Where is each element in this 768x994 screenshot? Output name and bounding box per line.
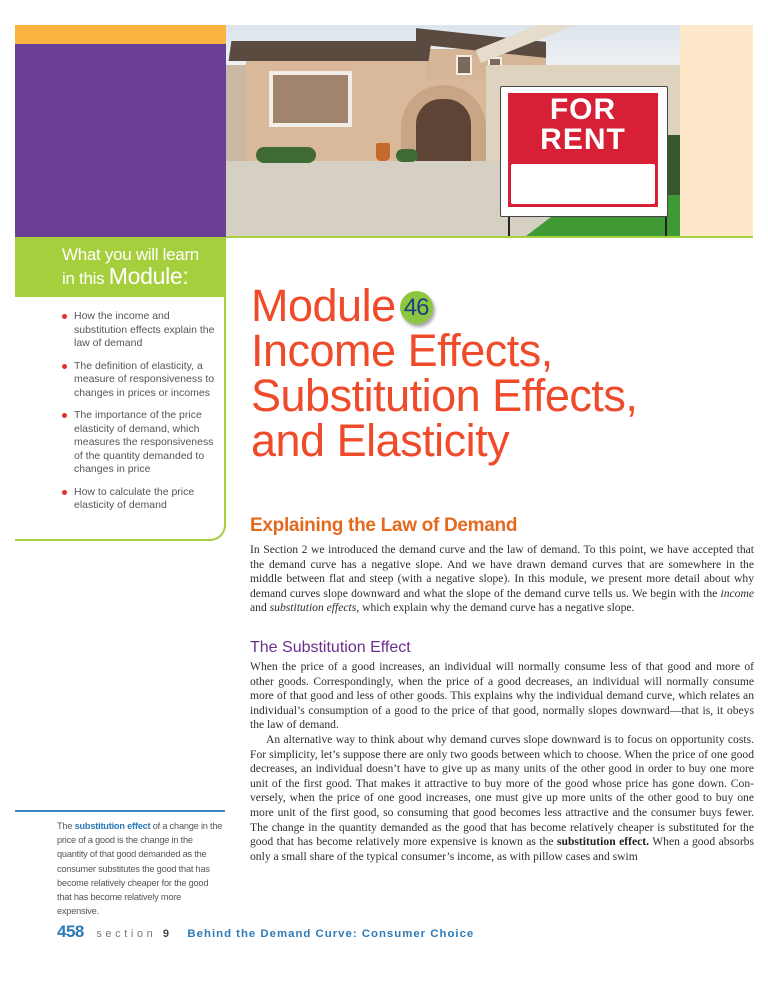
purple-header-block [15,44,226,237]
module-title-line1: Module 46 [251,283,637,328]
margin-note-term: substitution effect [74,821,151,831]
footer-chapter-title: Behind the Demand Curve: Consumer Choice [187,928,475,940]
body-paragraph: When the price of a good increases, an individual will normally consume less of that good and more of other goods. Correspondingly, when the price of a good decreases, an individual will normally consume more of that good and less of other goods. This explains why the individual demand curve, which relates an individual’s consumption of a good to the price of that good, normally slopes downward—that is, it obeys the law of demand. [250,660,754,732]
cream-header-panel [680,25,753,237]
photo-hedge [666,135,680,195]
bullet-icon [62,490,67,495]
learn-heading-module: Module: [108,263,189,289]
learning-objective: How to calculate the price elasticity of demand [62,486,222,513]
intro-paragraph: In Section 2 we introduced the demand curve and the law of demand. To this point, we have accepted that the demand curve has a negative slope. And we have drawn demand curves that are somewhere in the middle between flat and steep (with a negative slope). In this module, we present more detail about why demand curves slope downward and what the slope of the demand curve tells us. We begin with the income and substitution effects, which explain why the demand curve has a negative slope. [250,543,754,615]
substitution-effect-body [250,660,754,864]
module-title [251,280,638,466]
page-footer [57,922,474,942]
margin-note-definition: The substitution effect of a change in the price of a good is the change in the quantity of that good demanded as the consumer substitutes the good that has become relatively cheaper for the good that has become relatively more expensive. [57,821,223,917]
learn-heading-line2 [62,265,188,290]
learning-objective: The definition of elasticity, a measure of responsiveness to changes in prices or incomes [62,360,222,401]
learn-box-heading [15,237,226,297]
for-rent-sign-text [508,95,658,155]
module-number-badge: 46 [400,291,433,324]
margin-note-rule [15,810,225,812]
module-title-line3: Substitution Effects, [251,370,638,421]
photo-roof [229,41,432,61]
footer-section-number: 9 [162,928,169,940]
key-term-substitution-effect: substitution effect. [557,835,649,849]
photo-plant-pot [376,143,390,161]
learning-objective: The importance of the price elasticity of demand, which measures the responsiveness of the quantity demanded to changes in price [62,409,222,477]
sign-line-1: FOR [549,93,617,126]
learn-heading-prefix: in this [62,269,105,288]
module-title-line4: and Elasticity [251,415,510,466]
subsection-heading-substitution-effect: The Substitution Effect [250,639,411,656]
learn-heading-line1: What you will learn [62,245,199,264]
body-paragraph: An alternative way to think about why demand curves slope downward is to focus on opportunity costs. For simplicity, let’s suppose there are only two goods between which to choose. When the price of one good decreases, an individual doesn’t have to give up as many units of the other good in order to buy one more unit of the first good. That makes it attractive to buy more of the good whose price has gone down. Conversely, when the price of one good increases, one must give up more units of the other good to buy one more unit of the first good, so consuming that good becomes less attractive and the consumer buys fewer. The change in the quantity demanded as the good that has become relatively cheaper is substituted for the good that has become relatively more expensive is known as the substitution effect. When a good absorbs only a small share of the typical consumer’s income, as with pillow cases and swim [250,732,754,863]
sign-line-2: RENT [540,123,626,156]
photo-window-upper [456,55,472,75]
header-green-rule [226,236,753,238]
learning-objective: How the income and substitution effects explain the law of demand [62,310,222,351]
learning-objectives-list [62,310,222,522]
footer-section-label: section [96,928,157,940]
photo-window [269,71,352,127]
photo-shrub [256,147,316,163]
bullet-icon [62,413,67,418]
sign-blank-area [511,164,655,204]
photo-door [416,99,471,169]
bullet-icon [62,364,67,369]
photo-shrub [396,149,418,162]
house-photo [226,25,680,236]
page-number: 458 [57,922,84,941]
bullet-icon [62,314,67,319]
module-title-line2: Income Effects, [251,325,553,376]
orange-header-strip [15,25,226,44]
section-heading-law-of-demand: Explaining the Law of Demand [250,515,518,536]
learn-box [15,297,226,541]
